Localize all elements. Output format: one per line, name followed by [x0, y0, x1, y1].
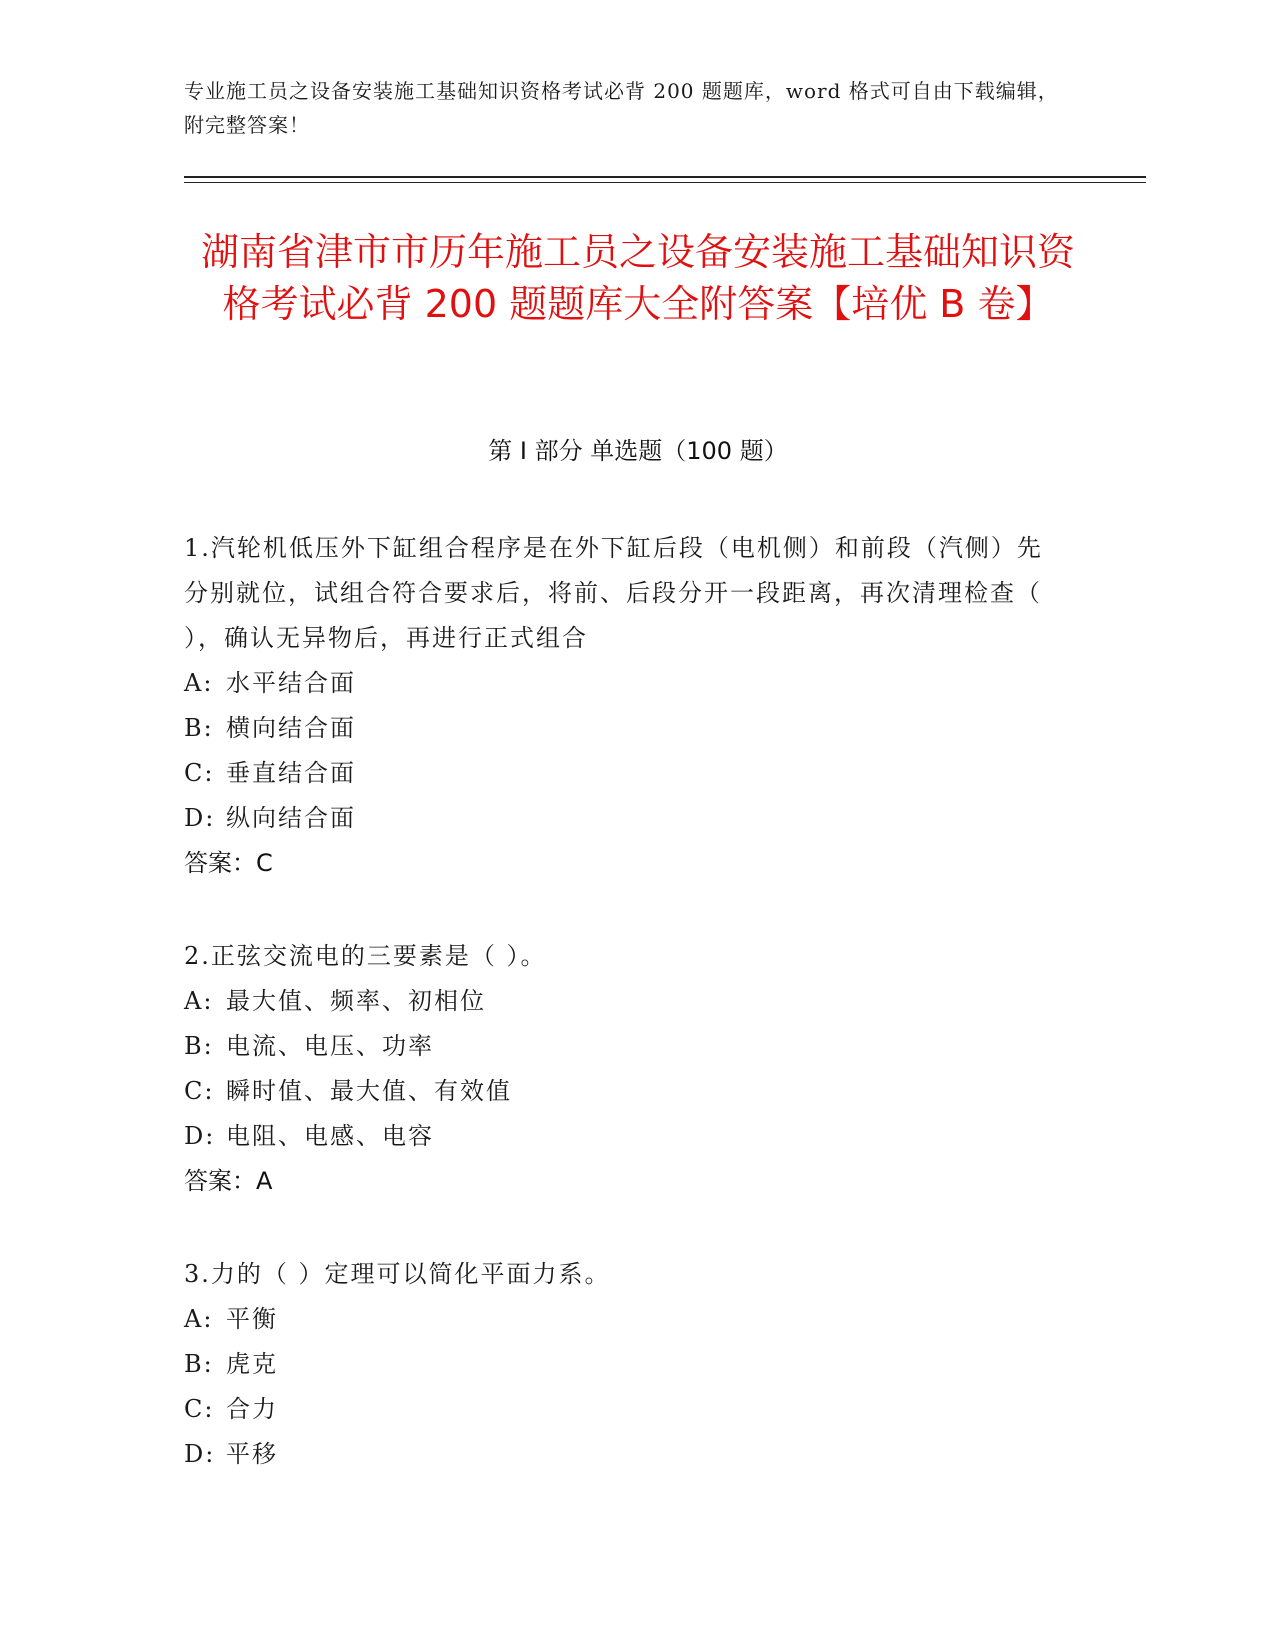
option-text: 纵向结合面	[226, 804, 356, 832]
header-divider-thin	[184, 182, 1146, 183]
option-letter: B:	[184, 714, 214, 742]
question-list	[184, 526, 1064, 1525]
option-text: 最大值、频率、初相位	[226, 987, 486, 1015]
option-c	[184, 1387, 1064, 1432]
question-stem: 1.汽轮机低压外下缸组合程序是在外下缸后段（电机侧）和前段（汽侧）先分别就位，试组合符合要求后，将前、后段分开一段距离，再次清理检查（ ），确认无异物后，再进行正式组合	[184, 534, 1043, 652]
option-text: 电阻、电感、电容	[226, 1122, 434, 1150]
option-letter: D:	[184, 1440, 216, 1468]
question-3	[184, 1252, 1064, 1477]
option-text: 水平结合面	[226, 669, 356, 697]
option-text: 平移	[226, 1440, 278, 1468]
header-note: 专业施工员之设备安装施工基础知识资格考试必背 200 题题库，word 格式可自由下载编辑，附完整答案！	[184, 79, 1059, 137]
option-letter: C:	[184, 759, 215, 787]
option-d	[184, 1114, 1064, 1159]
option-a	[184, 1297, 1064, 1342]
question-stem: 2.正弦交流电的三要素是（ ）。	[184, 942, 547, 970]
option-letter: D:	[184, 1122, 216, 1150]
document-title: 湖南省津市市历年施工员之设备安装施工基础知识资格考试必背 200 题题库大全附答案【培优 B 卷】	[200, 230, 1075, 326]
option-letter: C:	[184, 1077, 215, 1105]
option-letter: B:	[184, 1350, 214, 1378]
option-text: 电流、电压、功率	[226, 1032, 434, 1060]
option-b	[184, 1024, 1064, 1069]
answer-line: 答案：C	[184, 849, 273, 877]
question-2	[184, 934, 1064, 1204]
option-b	[184, 1342, 1064, 1387]
section-heading: 第 I 部分 单选题（100 题）	[488, 437, 788, 465]
question-1	[184, 526, 1064, 886]
option-letter: A:	[184, 669, 214, 697]
option-c	[184, 1069, 1064, 1114]
option-a	[184, 661, 1064, 706]
option-letter: C:	[184, 1395, 215, 1423]
option-letter: D:	[184, 804, 216, 832]
option-text: 平衡	[226, 1305, 278, 1333]
header-divider-thick	[184, 176, 1146, 178]
question-stem: 3.力的（ ）定理可以简化平面力系。	[184, 1260, 611, 1288]
option-text: 瞬时值、最大值、有效值	[226, 1077, 512, 1105]
option-text: 虎克	[226, 1350, 278, 1378]
option-letter: A:	[184, 987, 214, 1015]
option-letter: A:	[184, 1305, 214, 1333]
option-d	[184, 796, 1064, 841]
option-text: 横向结合面	[226, 714, 356, 742]
option-text: 垂直结合面	[226, 759, 356, 787]
option-c	[184, 751, 1064, 796]
option-letter: B:	[184, 1032, 214, 1060]
option-d	[184, 1432, 1064, 1477]
option-b	[184, 706, 1064, 751]
option-a	[184, 979, 1064, 1024]
option-text: 合力	[226, 1395, 278, 1423]
answer-line: 答案：A	[184, 1167, 273, 1195]
